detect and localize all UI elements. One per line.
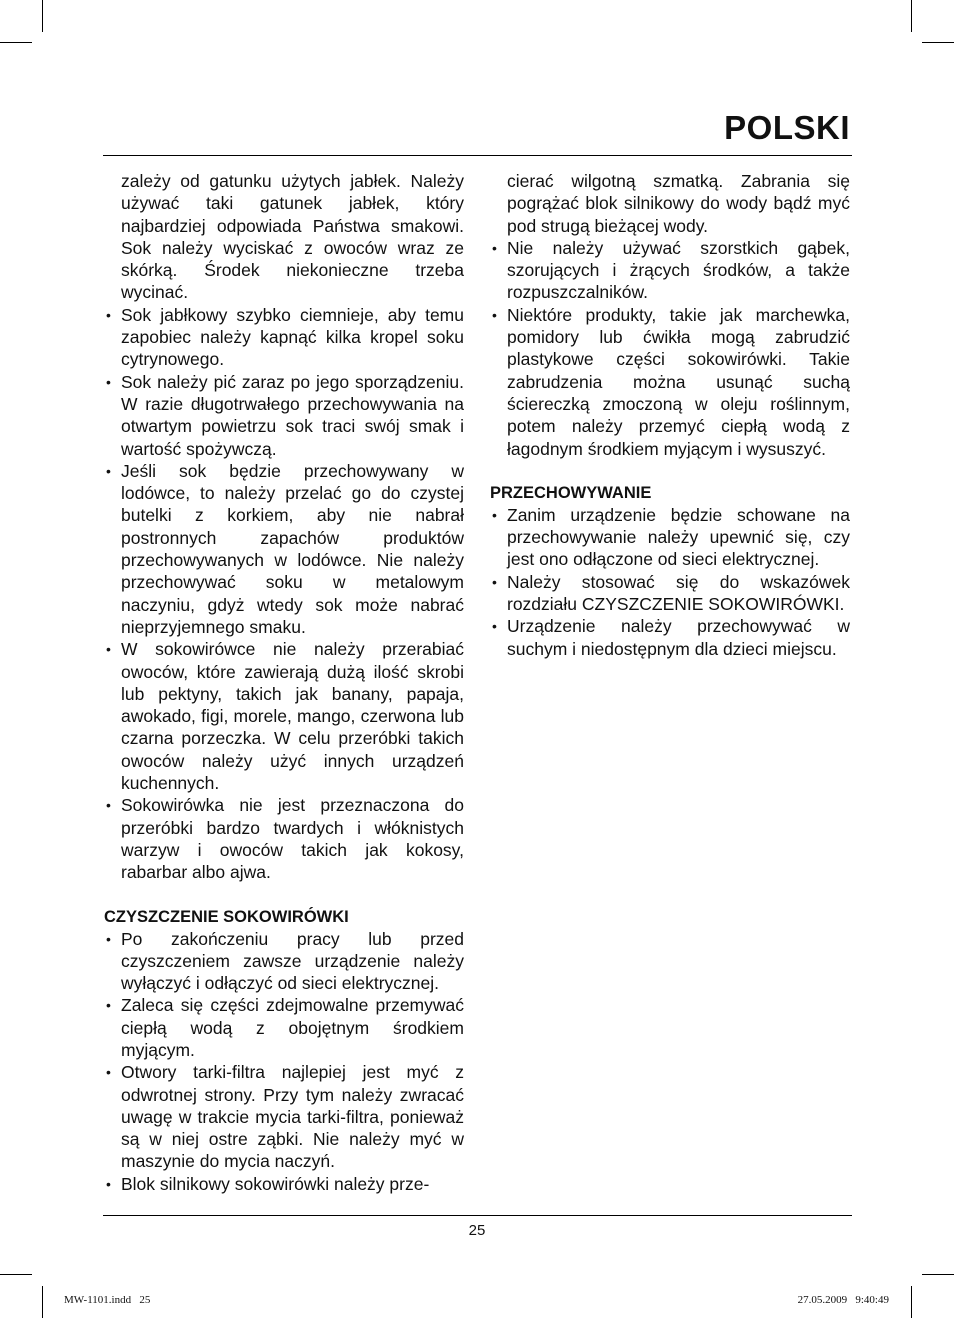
usage-tips-list: [104, 304, 464, 884]
right-column: [490, 170, 850, 660]
print-slug-file: MW-1101.indd 25: [64, 1294, 151, 1306]
page-title: POLSKI: [724, 109, 850, 146]
list-item: • Sok jabłkowy szybko ciemnieje, aby temu zapobiec należy kapnąć kilka kropel soku cytrynowego.: [104, 304, 464, 371]
crop-mark: [922, 42, 954, 43]
list-item: • Zanim urządzenie będzie schowane na przechowywanie należy upewnić się, czy jest ono odłączone od sieci elektrycznej.: [490, 504, 850, 571]
header-divider: [103, 155, 852, 156]
crop-mark: [922, 1274, 954, 1275]
crop-mark: [42, 1286, 43, 1318]
list-item: • Blok silnikowy sokowirówki należy prze-: [104, 1173, 464, 1195]
section-heading-storage: PRZECHOWYWANIE: [490, 483, 652, 502]
list-item: • W sokowirówce nie należy przerabiać owoców, które zawierają dużą ilość skrobi lub pektyny, takich jak banany, papaja, awokado, figi, morele, mango, czerwona lub czarna porzeczka. W celu przeróbki takich owoców należy użyć innych urządzeń kuchennych.: [104, 638, 464, 794]
print-slug-date: 27.05.2009 9:40:49: [797, 1294, 889, 1306]
list-item: • Urządzenie należy przechowywać w suchym i niedostępnym dla dzieci miejscu.: [490, 615, 850, 660]
cleaning-list: [104, 928, 464, 1196]
list-item: • Jeśli sok będzie przechowywany w lodówce, to należy przelać go do czystej butelki z korkiem, aby nie nabrał postronnych zapachów produktów przechowywanych w lodówce. Nie należy przechowywać soku w metalowym naczyniu, gdyż wtedy sok może nabrać nieprzyjemnego smaku.: [104, 460, 464, 638]
crop-mark: [0, 1274, 32, 1275]
list-item: • Nie należy używać szorstkich gąbek, szorujących i żrących środków, a także rozpuszczalników.: [490, 237, 850, 304]
list-item: • Należy stosować się do wskazówek rozdziału CZYSZCZENIE SOKOWIRÓWKI.: [490, 571, 850, 616]
crop-mark: [911, 1286, 912, 1318]
crop-mark: [0, 42, 32, 43]
list-item: • Niektóre produkty, takie jak marchewka, pomidory lub ćwikła mogą zabrudzić plastykowe części sokowirówki. Takie zabrudzenia można usunąć suchą ściereczką zmoczoną w oleju roślinnym, potem należy przemyć ciepłą wodą z łagodnym środkiem myjącym i wysuszyć.: [490, 304, 850, 460]
cleaning-list-continued: [490, 237, 850, 460]
crop-mark: [911, 0, 912, 32]
continuation-paragraph: cierać wilgotną szmatką. Zabrania się pogrążać blok silnikowy do wody bądź myć pod strugą bieżącej wody.: [507, 171, 850, 236]
crop-mark: [42, 0, 43, 32]
list-item: • Sokowirówka nie jest przeznaczona do przeróbki bardzo twardych i włóknistych warzyw i owoców takich jak kokosy, rabarbar albo ajwa.: [104, 794, 464, 883]
list-item: • Sok należy pić zaraz po jego sporządzeniu. W razie długotrwałego przechowywania na otwartym powietrzu sok traci swój smak i wartość spożywczą.: [104, 371, 464, 460]
list-item: • Otwory tarki-filtra najlepiej jest myć z odwrotnej strony. Przy tym należy zwracać uwagę w trakcie mycia tarki-filtra, ponieważ są w niej ostre ząbki. Nie należy myć w maszynie do mycia naczyń.: [104, 1061, 464, 1172]
storage-list: [490, 504, 850, 660]
section-heading-cleaning: CZYSZCZENIE SOKOWIRÓWKI: [104, 907, 349, 926]
left-column: [104, 170, 464, 1195]
footer-divider: [103, 1215, 852, 1216]
list-item: • Po zakończeniu pracy lub przed czyszczeniem zawsze urządzenie należy wyłączyć i odłączyć od sieci elektrycznej.: [104, 928, 464, 995]
page-number: 25: [468, 1222, 486, 1239]
list-item: • Zaleca się części zdejmowalne przemywać ciepłą wodą z obojętnym środkiem myjącym.: [104, 994, 464, 1061]
continuation-paragraph: zależy od gatunku użytych jabłek. Należy używać taki gatunek jabłek, który najbardziej odpowiada Państwa smakowi. Sok należy wyciskać z owoców wraz ze skórką. Środek niekonieczne trzeba wycinać.: [121, 171, 464, 303]
